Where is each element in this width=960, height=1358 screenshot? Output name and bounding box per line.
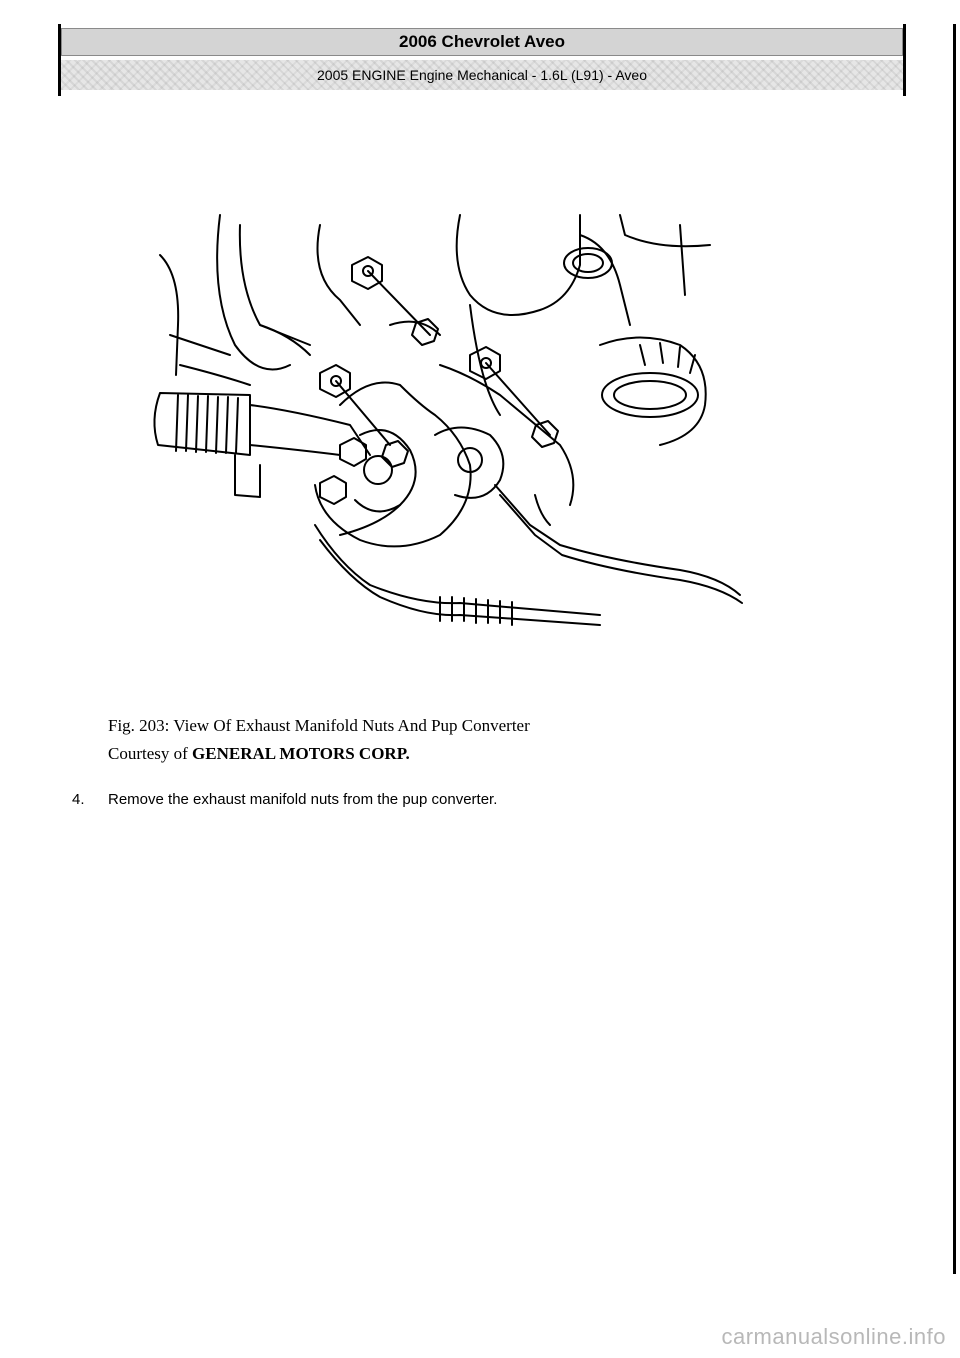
courtesy-prefix: Courtesy of: [108, 744, 193, 763]
caption-title: Fig. 203: View Of Exhaust Manifold Nuts And Pup Converter: [108, 716, 530, 735]
caption-courtesy: [108, 740, 828, 768]
watermark-text: carmanualsonline.info: [721, 1324, 946, 1349]
page-right-rule: [953, 24, 956, 1274]
step-text: Remove the exhaust manifold nuts from the pup converter.: [108, 791, 498, 808]
courtesy-company: GENERAL MOTORS CORP.: [192, 744, 410, 763]
document-header: [58, 24, 906, 96]
exhaust-manifold-illustration: [140, 205, 760, 645]
vehicle-title: 2006 Chevrolet Aveo: [61, 28, 903, 56]
manifold-nut-group: [320, 257, 558, 504]
step-number: 4.: [72, 791, 85, 808]
section-subtitle: 2005 ENGINE Engine Mechanical - 1.6L (L91) - Aveo: [61, 60, 903, 90]
figure-caption: [108, 712, 828, 768]
